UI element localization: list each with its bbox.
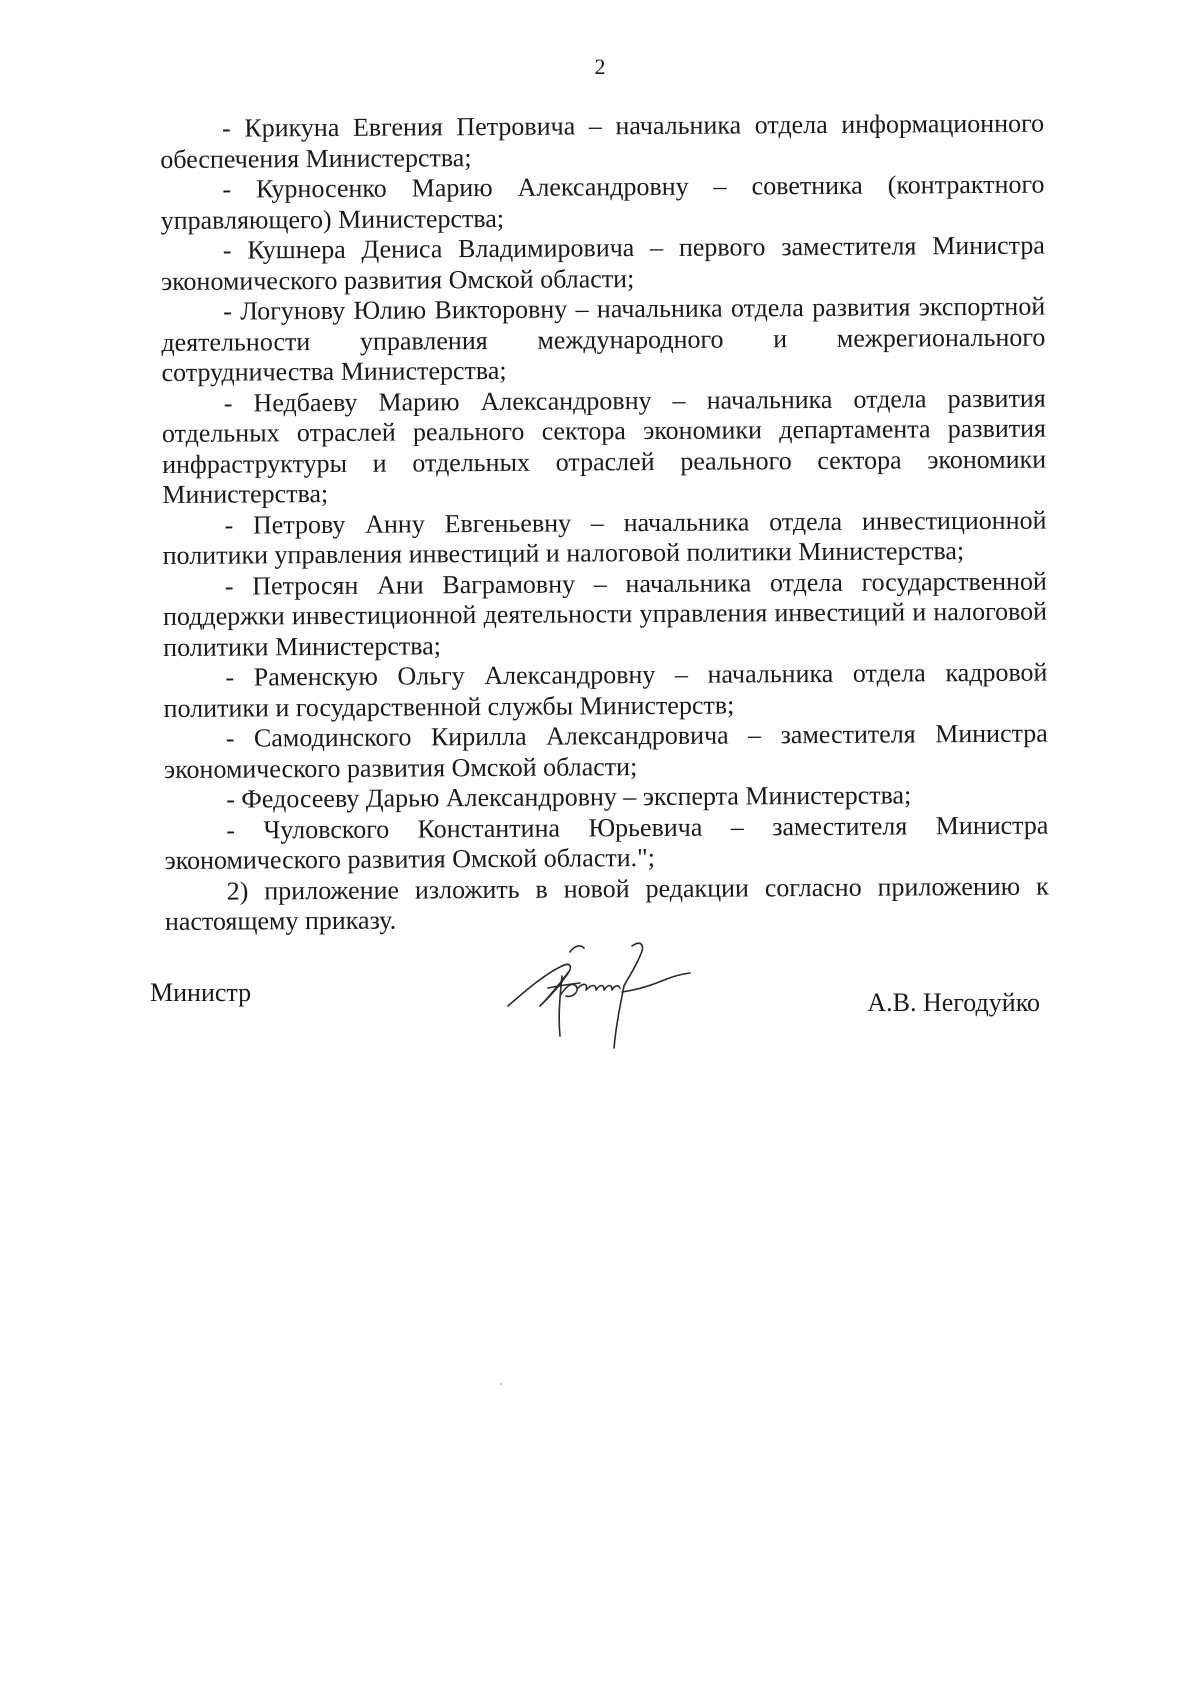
paragraph-10: - Федосееву Дарью Александровну – эксперта Министерства; — [226, 780, 912, 814]
paragraph-3: - Кушнера Дениса Владимировича – первого заместителя Министра экономического развития Омской области; — [160, 230, 1045, 296]
paragraph-7: - Петросян Ани Ваграмовну – начальника отдела государственной поддержки инвестиционной деятельности управления инвестиций и налоговой политики Министерства; — [162, 566, 1048, 662]
signatory-title: Министр — [150, 978, 252, 1007]
paragraph-1: - Крикуна Евгения Петровича – начальника отдела информационного обеспечения Министерства; — [160, 108, 1045, 174]
paragraph-5: - Недбаеву Марию Александровну – начальника отдела развития отдельных отраслей реального сектора экономики департамента развития инфраструктуры и отдельных отраслей реального сектора экономики Министерства; — [161, 383, 1047, 509]
page-number: 2 — [594, 54, 606, 79]
signature-block — [150, 950, 1040, 1070]
paragraph-8: - Раменскую Ольгу Александровну – начальника отдела кадровой политики и государственной службы Министерств; — [163, 657, 1048, 723]
handwritten-signature — [500, 936, 710, 1051]
paragraph-9: - Самодинского Кирилла Александровича – заместителя Министра экономического развития Омской области; — [163, 718, 1048, 784]
signatory-name: А.В. Негодуйко — [867, 988, 1040, 1017]
paragraph-11: - Чуловского Константина Юрьевича – заместителя Министра экономического развития Омской области."; — [164, 810, 1049, 875]
paragraph-12: 2) приложение изложить в новой редакции согласно приложению к настоящему приказу. — [164, 871, 1049, 936]
paragraph-2: - Курносенко Марию Александровну – советника (контрактного управляющего) Министерства; — [160, 169, 1045, 235]
paragraph-6: - Петрову Анну Евгеньевну – начальника отдела инвестиционной политики управления инвестиций и налоговой политики Министерства; — [162, 505, 1047, 570]
scan-speck — [500, 1383, 502, 1385]
document-body — [160, 109, 1049, 938]
paragraph-4: - Логунову Юлию Викторовну – начальника отдела развития экспортной деятельности управления международного и межрегионального сотрудничества Министерства; — [161, 291, 1046, 387]
